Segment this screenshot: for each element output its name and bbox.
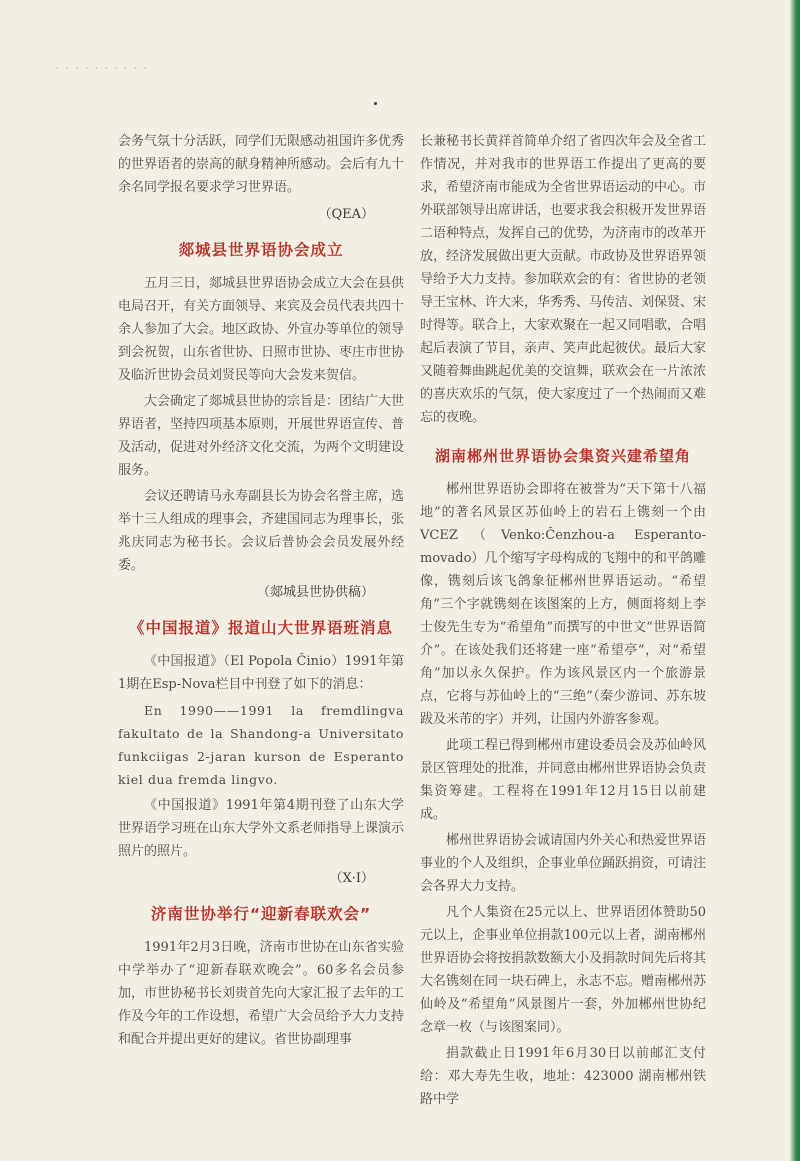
- article-jinan-party: [118, 902, 404, 1051]
- left-column: [118, 130, 404, 1054]
- article-paragraph: 大会确定了郯城县世协的宗旨是：团结广大世界语者，坚持四项基本原则，开展世界语宣传、普及活动，促进对外经济文化交流，为两个文明建设服务。: [118, 394, 405, 478]
- article-title: 湖南郴州世界语协会集资兴建希望角: [434, 447, 691, 465]
- continuation-section: [420, 130, 706, 429]
- article-paragraph: 会议还聘请马永寿副县长为协会名誉主席，选举十三人组成的理事会，齐建国同志为理事长，张兆庆同志为秘书长。会议后普协会会员发展外经委。: [118, 489, 405, 573]
- article-paragraph: 《中国报道》（El Popola Ĉinio）1991年第1期在Esp-Nova栏目中刊登了如下的消息：: [118, 654, 404, 692]
- article-paragraph: 《中国报道》1991年第4期刊登了山东大学世界语学习班在山东大学外文系老师指导上课演示照片的照片。: [118, 798, 405, 859]
- article-title: 济南世协举行“迎新春联欢会”: [150, 905, 372, 923]
- article-tancheng: [118, 238, 404, 600]
- page-edge-binding: [790, 0, 800, 1161]
- article-title: 郯城县世界语协会成立: [178, 241, 344, 259]
- article-china-report: [118, 616, 404, 886]
- article-paragraph: 五月三日，郯城县世界语协会成立大会在县供电局召开，有关方面领导、来宾及会员代表共四十余人参加了大会。地区政协、外宣办等单位的领导到会祝贺，山东省世协、日照市世协、枣庄市世协及临沂世协会员刘贤民等向大会发来贺信。: [118, 276, 405, 383]
- article-paragraph: 此项工程已得到郴州市建设委员会及苏仙岭风景区管理处的批准，并同意由郴州世界语协会负责集资筹建。工程将在1991年12月15日以前建成。: [420, 738, 707, 822]
- esperanto-quote: En 1990——1991 la fremdlingva fakultato de la Shandong-a Universitato funkciigas 2-jaran kurson de Esperanto kiel dua fremda lingvo.: [118, 703, 404, 787]
- continuation-paragraph: 长兼秘书长黄祥首简单介绍了省四次年会及全省工作情况，并对我市的世界语工作提出了更高的要求，希望济南市能成为全省世界语运动的中心。市外联部领导出席讲话，也要求我会积极开发世界语二语种特点，发挥自己的优势，为济南市的改革开放，经济发展做出更大贡献。市政协及世界语界领导给予大力支持。参加联欢会的有：省世协的老领导王宝林、许大来，华秀秀、马传洁、刘保贤、宋时得等。联合上，大家欢聚在一起又同唱歌，合唱起后表演了节目，亲声、笑声此起彼伏。最后大家又随着舞曲跳起优美的交谊舞，联欢会在一片浓浓的喜庆欢乐的气氛，使大家度过了一个热闹而又难忘的夜晚。: [420, 134, 707, 425]
- intro-signature: （QEA）: [318, 207, 374, 222]
- intro-paragraph: 会务气氛十分活跃，同学们无限感动祖国许多优秀的世界语者的崇高的献身精神所感动。会后有九十余名同学报名要求学习世界语。: [118, 134, 405, 195]
- article-paragraph: 1991年2月3日晚，济南市世协在山东省实验中学举办了“迎新春联欢晚会”。60多名会员参加，市世协秘书长刘贵首先向大家汇报了去年的工作及今年的工作设想，希望广大会员给予大力支持和配合并提出更好的建议。省世协副理事: [118, 940, 405, 1047]
- article-paragraph: 郴州世界语协会即将在被誉为“天下第十八福地”的著名风景区苏仙岭上的岩石上镌刻一个由 VCEZ（Venko:Ĉenzhou-a Esperanto-movado）几个缩写字母构成的飞翔中的和平鸽雕像，镌刻后该飞鸽象征郴州世界语运动。“希望角”三个字就镌刻在该图案的上方，侧面将刻上李士俊先生专为“希望角”而撰写的中世文“世界语简介”。在该处我们还将建一座“希望亭”，对“希望角”加以永久保护。作为该风景区内一个旅游景点，它将与苏仙岭上的“三绝”（秦少游词、苏东坡跋及米芾的字）并列，让国内外游客参观。: [420, 482, 706, 727]
- article-title: 《中国报道》报道山大世界语班消息: [128, 619, 393, 637]
- article-signature: （X·I）: [329, 871, 374, 886]
- article-chenzhou: [420, 445, 706, 1111]
- page-corner-mark: · · · · · · · · · ·: [56, 64, 149, 74]
- article-signature: （郯城县世协供稿）: [256, 585, 374, 600]
- right-column: [420, 130, 706, 1114]
- article-paragraph: 郴州世界语协会诚请国内外关心和热爱世界语事业的个人及组织，企事业单位踊跃捐资，可请注会各界大力支持。: [420, 833, 707, 894]
- article-paragraph: 凡个人集资在25元以上、世界语团体赞助50元以上，企事业单位捐款100元以上者，湖南郴州世界语协会将按捐款数额大小及捐款时间先后将其大名镌刻在同一块石碑上，永志不忘。赠南郴州苏仙岭及“希望角”风景图片一套，外加郴州世协纪念章一枚（与该图案同）。: [420, 905, 707, 1035]
- article-paragraph: 捐款截止日1991年6月30日以前邮汇支付给：邓大寿先生收，地址：423000 湖南郴州铁路中学: [420, 1046, 706, 1107]
- intro-section: [118, 130, 404, 222]
- page-speck: [374, 102, 377, 105]
